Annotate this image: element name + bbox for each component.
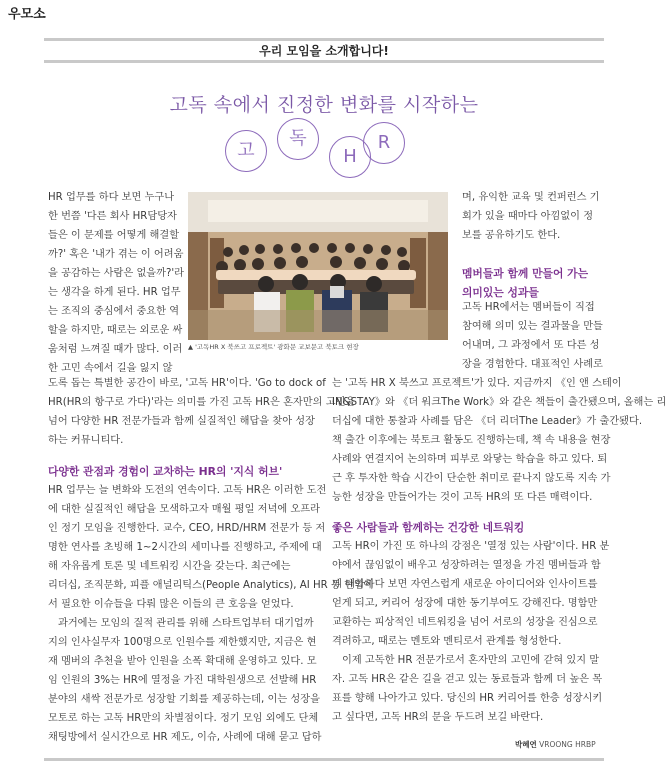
text-line: 도록 돕는 특별한 공간이 바로, '고독 HR'이다. 'Go to dock of [48,378,326,389]
heading-networking [332,518,604,537]
text-line: 회가 있을 때마다 아낌없이 정 [462,211,594,222]
text-line: 넘어 다양한 HR 전문가들과 함께 실질적인 해답을 찾아 성장 [48,416,315,427]
text-line: 할을 하지만, 때로는 외로운 싸 [48,325,183,336]
text-line: 과거에는 모임의 질적 관리를 위해 스타트업부터 대기업까 [58,618,314,629]
title-circle-3: H [329,136,371,178]
text-line: 야에서 끊임없이 배우고 성장하려는 열정을 가진 멤버들과 함 [332,560,601,571]
text-line: HR 업무를 하다 보면 누구나 [48,192,175,203]
heading-text: 좋은 사람들과 함께하는 건강한 네트워킹 [332,521,525,534]
col3-top [462,188,604,245]
paragraph-networking [332,537,610,651]
text-line: 보를 공유하기도 한다. [462,230,561,241]
article-title: 고독 속에서 진정한 변화를 시작하는 [169,94,479,116]
text-line: 움처럼 느껴질 때가 많다. 이러 [48,344,183,355]
author-org: VROONG HRBP [539,740,596,749]
author-name: 박혜연 [515,740,537,749]
text-line: 격려하고, 때로는 멘토와 멘티로서 관계를 형성한다. [332,636,562,647]
paragraph-achievements-a [462,298,604,374]
intro-banner: 우리 모임을 소개합니다! [259,44,389,58]
text-line: 능한 성장을 만들어가는 것이 고독 HR의 또 다른 매력이다. [332,492,593,503]
text-line: 는 '고독 HR X 북쓰고 프로젝트'가 있다. 지금까지 《인 앤 스테이 [332,378,622,389]
bottom-divider [44,758,604,761]
text-line: 며, 유익한 교육 및 컨퍼런스 기 [462,192,600,203]
text-line: 고 싶다면, 고독 HR의 문을 두드려 보길 바란다. [332,712,544,723]
text-line: 지의 인사실무자 100명으로 인원수를 제한했지만, 지금은 현 [48,637,317,648]
text-line: 재 멤버의 추천을 받아 인원을 소폭 확대해 운영하고 있다. 모 [48,656,317,667]
text-line: 참여해 의미 있는 결과물을 만들 [462,321,603,332]
text-line: HR 업무는 늘 변화와 도전의 연속이다. 고독 HR은 이러한 도전 [48,485,327,496]
heading-text: 다양한 관점과 경험이 교차하는 HR의 '지식 허브' [48,465,283,478]
text-line: HR(HR의 항구로 가다)'라는 의미를 가진 고독 HR은 혼자만의 고민을 [48,397,356,408]
text-line: 고독 HR이 가진 또 하나의 강점은 '열정 있는 사람'이다. HR 분 [332,541,610,552]
text-line: IN&STAY》와 《더 워크The Work》와 같은 책들이 출간됐으며, 올해는 리 [332,397,666,408]
heading-text: 의미있는 성과들 [462,286,539,299]
text-line: 어내며, 그 과정에서 또 다른 성 [462,340,600,351]
text-line: 께 대화하다 보면 자연스럽게 새로운 아이디어와 인사이트를 [332,579,598,590]
text-line: 사례와 연결지어 논의하며 피부로 와닿는 학습을 하고 있다. 퇴 [332,454,608,465]
text-line: 명한 연사를 초빙해 1~2시간의 세미나를 진행하고, 주제에 대 [48,542,322,553]
text-line: 고독 HR에서는 멤버들이 직접 [462,302,595,313]
paragraph-achievements-b [332,374,666,507]
text-line: 얻게 되고, 커리어 성장에 대한 동기부여도 강해진다. 명함만 [332,598,598,609]
text-line: 을 공감하는 사람은 없을까?'라 [48,268,185,279]
text-line: 는 조직의 중심에서 중요한 역 [48,306,180,317]
text-line: 에 대한 실질적인 해답을 모색하고자 매월 평일 저녁에 오프라 [48,504,320,515]
text-line: 한 고민 속에서 길을 잃지 않 [48,363,173,374]
text-line: 까?' 혹은 '내가 겪는 이 어려움 [48,249,184,260]
paragraph-membership [48,614,322,747]
text-line: 한 번쯤 '다른 회사 HR담당자 [48,211,177,222]
event-photo [188,192,448,340]
intro-continuation [48,374,356,450]
text-line: 서 필요한 이슈들을 다뤄 많은 이들의 큰 호응을 얻었다. [48,599,294,610]
text-line: 해 자유롭게 토론 및 네트워킹 시간을 갖는다. 최근에는 [48,561,291,572]
section-label: 우모소 [8,7,46,22]
text-line: 표를 향해 나아가고 있다. 당신의 HR 커리어를 한층 성장시키 [332,693,603,704]
top-divider-2 [44,60,604,63]
title-circle-2: 독 [277,118,319,160]
text-line: 이제 고독한 HR 전문가로서 혼자만의 고민에 갇혀 있지 말 [342,655,600,666]
heading-achievements [462,264,604,302]
text-line: 들은 이 문제를 어떻게 해결할 [48,230,180,241]
text-line: 근 후 투자한 학습 시간이 단순한 취미로 끝나지 않도록 지속 가 [332,473,611,484]
heading-knowledge-hub [48,462,318,481]
text-line: 는 생각을 하게 된다. HR 업무 [48,287,181,298]
text-line: 책 출간 이후에는 북토크 활동도 진행하는데, 책 속 내용을 현장 [332,435,611,446]
title-circle-1: 고 [225,130,267,172]
text-line: 더십에 대한 통찰과 사례를 담은 《더 리더The Leader》가 출간됐다. [332,416,643,427]
text-line: 분야의 새싹 전문가로 성장할 기회를 제공하는데, 이는 성장을 [48,694,320,705]
text-line: 리더십, 조직문화, 피플 애널리틱스(People Analytics), AI HR 등 현업에 [48,580,374,591]
top-divider [44,38,604,41]
paragraph-closing [332,651,604,727]
author-signature [515,739,596,750]
text-line: 인 정기 모임을 진행한다. 교수, CEO, HRD/HRM 전문가 등 저 [48,523,326,534]
text-line: 모토로 하는 고독 HR만의 차별점이다. 정기 모임 외에도 단체 [48,713,319,724]
col1-intro [48,188,183,378]
paragraph-knowledge-hub [48,481,374,614]
title-circle-4: R [363,122,405,164]
heading-text: 멤버들과 함께 만들어 가는 [462,267,589,280]
title-circles [225,118,445,178]
text-line: 교환하는 피상적인 네트워킹을 넘어 서로의 성장을 진심으로 [332,617,598,628]
text-line: 임 인원의 3%는 HR에 열정을 가진 대학원생으로 선발해 HR [48,675,317,686]
photo-caption: ▲ '고독HR X 북쓰고 프로젝트' 광화문 교보문고 북토크 현장 [188,343,359,351]
text-line: 장을 경험한다. 대표적인 사례로 [462,359,603,370]
text-line: 채팅방에서 실시간으로 HR 제도, 이슈, 사례에 대해 묻고 답하 [48,732,322,743]
text-line: 자. 고독 HR은 같은 길을 걷고 있는 동료들과 함께 더 높은 목 [332,674,603,685]
text-line: 하는 커뮤니티다. [48,435,124,446]
